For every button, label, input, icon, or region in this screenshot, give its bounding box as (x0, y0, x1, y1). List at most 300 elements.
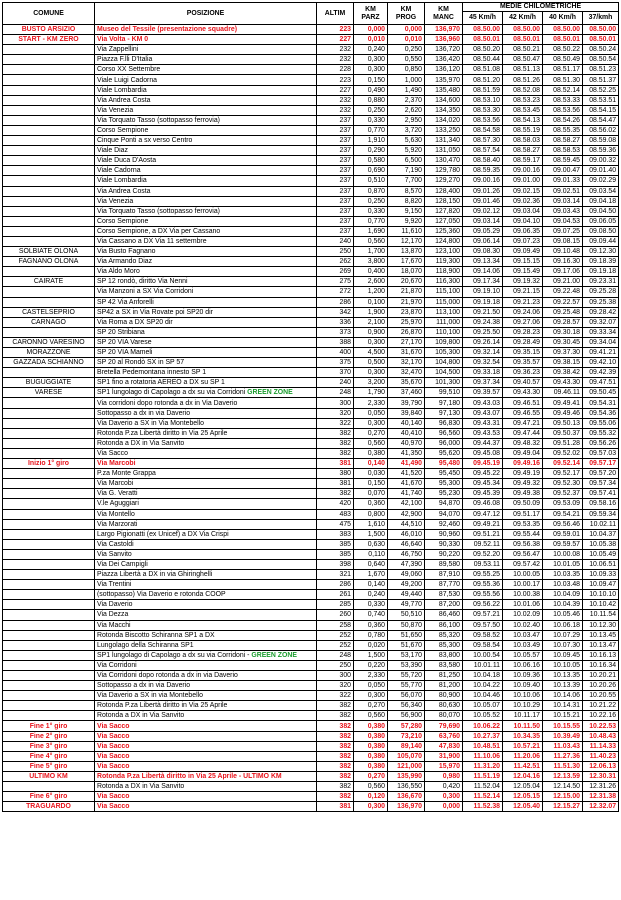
cell-km-parz (354, 792, 388, 802)
cell-km-parz (354, 479, 388, 489)
cell-time-45 (463, 549, 503, 559)
cell-time-40-text: 09.37.30 (553, 349, 580, 357)
cell-time-40-text: 08.53.33 (553, 96, 580, 104)
cell-time-45-text: 09.58.54 (473, 641, 500, 649)
cell-time-45-text: 08.53.30 (473, 106, 500, 114)
cell-time-45-text: 09.47.12 (473, 510, 500, 518)
cell-km-parz (354, 741, 388, 751)
cell-km-parz-text: 0,070 (367, 490, 385, 498)
cell-posizione-text: Corso Sempione (97, 126, 149, 134)
cell-altim (317, 146, 354, 156)
cell-time-40 (543, 479, 583, 489)
cell-altim (317, 317, 354, 327)
cell-km-parz-text: 0,300 (367, 692, 385, 700)
cell-time-42 (503, 125, 543, 135)
cell-posizione (95, 701, 317, 711)
cell-posizione-text: SP 42 Via Anforelli (97, 298, 154, 306)
cell-km-parz (354, 105, 388, 115)
cell-posizione (95, 247, 317, 257)
cell-altim (317, 297, 354, 307)
cell-time-37-text: 09.59.34 (589, 510, 617, 518)
table-row (3, 731, 619, 741)
table-row (3, 186, 619, 196)
cell-time-45 (463, 247, 503, 257)
cell-time-37 (583, 388, 619, 398)
cell-time-45 (463, 398, 503, 408)
cell-km-prog-text: 2,370 (404, 96, 422, 104)
cell-time-40 (543, 418, 583, 428)
cell-time-37 (583, 206, 619, 216)
cell-time-42-text: 09.02.15 (513, 187, 540, 195)
cell-km-manc (425, 771, 463, 781)
cell-time-40 (543, 650, 583, 660)
cell-time-37 (583, 307, 619, 317)
cell-time-37 (583, 438, 619, 448)
table-row (3, 287, 619, 297)
cell-km-manc (425, 671, 463, 681)
cell-comune-text: SOLBIATE OLONA (18, 248, 79, 256)
cell-km-prog (388, 438, 425, 448)
cell-time-40 (543, 25, 583, 35)
cell-time-42-text: 08.50.00 (513, 26, 540, 34)
cell-comune (3, 277, 95, 287)
cell-time-40 (543, 620, 583, 630)
cell-time-42-text: 08.52.08 (513, 86, 540, 94)
cell-time-45-text: 08.58.40 (473, 157, 500, 165)
header-km-prog: KM PROG (388, 3, 425, 25)
cell-km-parz-text: 0,140 (367, 460, 385, 468)
cell-km-manc-text: 0,000 (442, 803, 460, 811)
cell-km-parz (354, 499, 388, 509)
cell-altim (317, 782, 354, 792)
cell-km-prog (388, 428, 425, 438)
cell-km-parz-text: 0,580 (367, 157, 385, 165)
cell-time-37-text: 09.56.26 (589, 439, 617, 447)
cell-km-parz-text: 0,870 (367, 187, 385, 195)
cell-altim-text: 382 (339, 783, 351, 791)
cell-time-42 (503, 378, 543, 388)
cell-posizione (95, 792, 317, 802)
cell-posizione (95, 136, 317, 146)
cell-km-parz-text: 0,300 (367, 803, 385, 811)
cell-altim-text: 382 (339, 490, 351, 498)
cell-posizione-text: Viale Duca D'Aosta (97, 157, 157, 165)
cell-km-manc (425, 681, 463, 691)
cell-time-45-text: 09.02.12 (473, 207, 500, 215)
cell-km-prog (388, 408, 425, 418)
cell-km-parz (354, 277, 388, 287)
cell-time-40-text: 09.52.30 (553, 480, 580, 488)
table-row (3, 236, 619, 246)
cell-time-37-text: 08.51.23 (589, 66, 617, 74)
cell-time-37 (583, 721, 619, 731)
cell-time-42 (503, 751, 543, 761)
cell-comune (3, 428, 95, 438)
cell-km-parz (354, 570, 388, 580)
table-row (3, 751, 619, 761)
table-row (3, 671, 619, 681)
cell-posizione (95, 216, 317, 226)
cell-time-45 (463, 297, 503, 307)
cell-altim (317, 650, 354, 660)
cell-km-prog (388, 236, 425, 246)
cell-km-parz (354, 559, 388, 569)
cell-km-parz (354, 176, 388, 186)
table-row (3, 75, 619, 85)
cell-km-manc-text: 123,100 (435, 248, 460, 256)
cell-altim (317, 660, 354, 670)
cell-time-42 (503, 802, 543, 812)
cell-altim-text: 380 (339, 470, 351, 478)
cell-time-42-text: 09.56.47 (513, 550, 540, 558)
cell-altim (317, 802, 354, 812)
cell-km-prog (388, 792, 425, 802)
cell-km-manc (425, 660, 463, 670)
cell-km-parz-text: 0,050 (367, 409, 385, 417)
cell-altim (317, 186, 354, 196)
cell-time-42 (503, 408, 543, 418)
cell-km-parz (354, 55, 388, 65)
cell-time-40-text: 10.13.35 (553, 672, 580, 680)
cell-altim-text: 248 (339, 651, 351, 659)
cell-time-37 (583, 115, 619, 125)
cell-posizione (95, 35, 317, 45)
cell-km-parz (354, 327, 388, 337)
cell-time-37 (583, 802, 619, 812)
cell-km-manc (425, 448, 463, 458)
cell-time-37 (583, 731, 619, 741)
cell-posizione-text: Via Corridoni dopo rotonda a dx in via Daverio (97, 672, 238, 680)
cell-km-parz-text: 1,610 (367, 520, 385, 528)
cell-km-parz (354, 660, 388, 670)
cell-time-42-text: 08.59.17 (513, 157, 540, 165)
cell-km-parz-text: 0,270 (367, 429, 385, 437)
cell-km-prog (388, 731, 425, 741)
cell-km-prog (388, 650, 425, 660)
cell-km-parz (354, 731, 388, 741)
cell-time-37-text: 10.05.49 (589, 550, 617, 558)
cell-km-manc-text: 115,000 (435, 298, 460, 306)
cell-time-37-text: 09.03.54 (589, 187, 617, 195)
cell-altim (317, 701, 354, 711)
cell-km-parz (354, 489, 388, 499)
cell-comune (3, 459, 95, 469)
cell-km-prog (388, 479, 425, 489)
cell-time-40 (543, 196, 583, 206)
cell-time-37-text: 09.32.07 (589, 318, 617, 326)
cell-km-prog-text: 9,920 (404, 217, 422, 225)
cell-posizione (95, 559, 317, 569)
cell-km-parz-text: 0,900 (367, 328, 385, 336)
cell-km-manc-text: 96,560 (438, 429, 460, 437)
table-row (3, 529, 619, 539)
cell-altim-text: 382 (339, 439, 351, 447)
cell-posizione (95, 600, 317, 610)
cell-time-45-text: 09.46.08 (473, 500, 500, 508)
cell-time-45 (463, 95, 503, 105)
cell-posizione (95, 408, 317, 418)
cell-time-37-text: 08.56.02 (589, 126, 617, 134)
cell-altim (317, 206, 354, 216)
cell-km-manc-text: 90,960 (438, 530, 460, 538)
cell-altim-text: 381 (339, 480, 351, 488)
cell-km-parz-text: 1,670 (367, 571, 385, 579)
cell-time-40-text: 10.06.18 (553, 621, 580, 629)
table-row (3, 580, 619, 590)
cell-km-prog (388, 489, 425, 499)
cell-km-manc (425, 45, 463, 55)
cell-altim (317, 45, 354, 55)
cell-altim (317, 559, 354, 569)
cell-km-manc (425, 317, 463, 327)
cell-altim-text: 260 (339, 611, 351, 619)
table-row (3, 267, 619, 277)
cell-altim-text: 382 (339, 793, 351, 801)
cell-km-prog (388, 95, 425, 105)
cell-posizione (95, 378, 317, 388)
cell-km-prog (388, 559, 425, 569)
cell-posizione-text: Bretella Pedemontana innesto SP 1 (97, 369, 207, 377)
cell-altim-text: 227 (339, 86, 351, 94)
cell-time-45-text: 09.43.07 (473, 409, 500, 417)
cell-posizione-text: Viale Lombardia (97, 177, 147, 185)
cell-posizione (95, 640, 317, 650)
cell-posizione-text: Via Sacco (97, 742, 130, 750)
cell-km-parz-text: 1,690 (367, 227, 385, 235)
cell-time-45-text: 08.57.30 (473, 137, 500, 145)
cell-km-manc-text: 129,270 (435, 177, 460, 185)
cell-posizione-text: SP 20 VIA Mameli (97, 349, 153, 357)
cell-time-42 (503, 691, 543, 701)
cell-km-parz (354, 459, 388, 469)
cell-km-prog-text: 46,010 (400, 530, 422, 538)
cell-km-parz-text: 0,120 (367, 793, 385, 801)
cell-time-45 (463, 620, 503, 630)
cell-time-42 (503, 85, 543, 95)
cell-time-40-text: 09.46.11 (553, 389, 580, 397)
cell-km-parz (354, 75, 388, 85)
cell-time-40-text: 08.53.56 (553, 106, 580, 114)
cell-km-prog-text: 41,740 (400, 490, 422, 498)
cell-km-manc (425, 226, 463, 236)
cell-km-parz-text: 0,300 (367, 56, 385, 64)
cell-km-prog-text: 40,970 (400, 439, 422, 447)
cell-time-37-text: 09.34.04 (589, 338, 617, 346)
cell-time-42 (503, 206, 543, 216)
cell-time-45-text: 09.49.21 (473, 520, 500, 528)
cell-km-manc-text: 136,970 (435, 26, 460, 34)
cell-time-42 (503, 95, 543, 105)
cell-altim-text: 388 (339, 338, 351, 346)
cell-time-42-text: 10.03.49 (513, 641, 540, 649)
cell-km-parz-text: 0,150 (367, 76, 385, 84)
cell-km-parz-text: 0,380 (367, 752, 385, 760)
cell-time-45-text: 09.33.18 (473, 369, 500, 377)
cell-time-37-text: 09.04.18 (589, 197, 617, 205)
cell-time-45 (463, 267, 503, 277)
cell-km-prog-text: 56,340 (400, 702, 422, 710)
cell-km-parz-text: 0,770 (367, 217, 385, 225)
cell-km-manc-text: 87,200 (438, 601, 460, 609)
cell-altim (317, 398, 354, 408)
cell-posizione-text: Sottopasso a dx in via Daverio (97, 409, 191, 417)
cell-time-40-text: 10.15.21 (553, 712, 580, 720)
cell-time-37 (583, 479, 619, 489)
cell-time-42-text: 09.36.23 (513, 369, 540, 377)
cell-km-prog-text: 5,920 (404, 147, 422, 155)
cell-km-parz-text: 1,910 (367, 137, 385, 145)
cell-comune (3, 348, 95, 358)
cell-time-40 (543, 388, 583, 398)
cell-time-45 (463, 671, 503, 681)
cell-time-45 (463, 559, 503, 569)
cell-time-40-text: 12.14.50 (553, 783, 580, 791)
cell-km-prog-text: 26,870 (400, 328, 422, 336)
cell-time-45-text: 11.51.19 (473, 772, 500, 780)
cell-km-manc (425, 408, 463, 418)
cell-time-45-text: 09.56.22 (473, 601, 500, 609)
cell-time-42-text: 10.00.38 (513, 591, 540, 599)
cell-km-manc (425, 327, 463, 337)
cell-comune (3, 146, 95, 156)
cell-time-40 (543, 459, 583, 469)
cell-time-40 (543, 448, 583, 458)
cell-time-40-text: 09.30.18 (553, 328, 580, 336)
cell-altim-text: 250 (339, 248, 351, 256)
cell-time-45-text: 08.53.56 (473, 116, 500, 124)
cell-km-prog (388, 257, 425, 267)
cell-time-45 (463, 176, 503, 186)
cell-time-42 (503, 307, 543, 317)
cell-km-manc (425, 247, 463, 257)
cell-time-40 (543, 721, 583, 731)
cell-km-prog-text: 42,100 (400, 500, 422, 508)
cell-posizione (95, 105, 317, 115)
cell-time-42 (503, 368, 543, 378)
green-zone-label: GREEN ZONE (247, 389, 293, 397)
cell-posizione-text: V.le Aguggiari (97, 500, 139, 508)
cell-km-parz-text: 0,330 (367, 207, 385, 215)
cell-time-37-text: 09.28.42 (589, 308, 617, 316)
cell-time-37 (583, 711, 619, 721)
cell-altim (317, 620, 354, 630)
cell-km-parz-text: 0,780 (367, 631, 385, 639)
cell-time-37 (583, 529, 619, 539)
cell-time-42-text: 08.50.21 (513, 46, 540, 54)
cell-time-40-text: 10.10.05 (553, 661, 580, 669)
cell-time-45-text: 08.50.00 (473, 26, 500, 34)
cell-km-parz (354, 166, 388, 176)
cell-time-37-text: 10.20.55 (589, 692, 617, 700)
cell-km-manc (425, 428, 463, 438)
cell-posizione-text: Via Sacco (97, 449, 128, 457)
cell-km-manc-text: 131,340 (435, 137, 460, 145)
cell-time-42-text: 09.49.32 (513, 480, 540, 488)
cell-km-prog (388, 287, 425, 297)
cell-km-manc (425, 348, 463, 358)
cell-km-parz-text: 0,300 (367, 419, 385, 427)
cell-time-37 (583, 539, 619, 549)
cell-km-manc (425, 186, 463, 196)
cell-km-manc (425, 761, 463, 771)
cell-posizione-text: Via Sacco (97, 793, 130, 801)
cell-time-40 (543, 731, 583, 741)
cell-time-45-text: 09.57.50 (473, 621, 500, 629)
cell-altim-text: 342 (339, 308, 351, 316)
cell-altim-text: 382 (339, 772, 351, 780)
cell-time-37-text: 09.42.39 (589, 369, 617, 377)
cell-comune (3, 681, 95, 691)
cell-comune (3, 65, 95, 75)
cell-km-manc-text: 83,580 (438, 661, 460, 669)
cell-time-40 (543, 751, 583, 761)
cell-km-prog (388, 277, 425, 287)
cell-km-manc (425, 782, 463, 792)
cell-altim (317, 580, 354, 590)
cell-km-manc-text: 0,420 (442, 783, 460, 791)
cell-km-prog-text: 50,870 (400, 621, 422, 629)
cell-time-42 (503, 327, 543, 337)
cell-time-37-text: 09.57.41 (589, 490, 617, 498)
cell-comune (3, 671, 95, 681)
table-row (3, 156, 619, 166)
cell-posizione-text: Viale Cadorna (97, 167, 141, 175)
cell-comune-text: VARESE (34, 389, 63, 397)
cell-altim (317, 176, 354, 186)
cell-km-parz-text: 0,150 (367, 480, 385, 488)
cell-time-45 (463, 186, 503, 196)
cell-altim-text: 240 (339, 379, 351, 387)
cell-comune (3, 559, 95, 569)
cell-km-manc (425, 559, 463, 569)
cell-time-45 (463, 751, 503, 761)
cell-time-40 (543, 600, 583, 610)
cell-km-manc-text: 79,690 (438, 722, 460, 730)
cell-time-37 (583, 549, 619, 559)
cell-time-40 (543, 75, 583, 85)
cell-km-parz-text: 0,140 (367, 581, 385, 589)
cell-km-manc (425, 539, 463, 549)
cell-time-40 (543, 317, 583, 327)
cell-time-40 (543, 115, 583, 125)
cell-altim (317, 378, 354, 388)
cell-km-manc-text: 94,070 (438, 510, 460, 518)
cell-time-45-text: 10.05.07 (473, 702, 500, 710)
cell-altim (317, 469, 354, 479)
cell-km-prog (388, 186, 425, 196)
cell-time-45 (463, 428, 503, 438)
cell-km-prog-text: 42,900 (400, 510, 422, 518)
cell-time-42-text: 09.21.23 (513, 298, 540, 306)
cell-time-40 (543, 408, 583, 418)
cell-altim-text: 373 (339, 328, 351, 336)
cell-time-45-text: 09.14.06 (473, 268, 500, 276)
cell-time-37 (583, 75, 619, 85)
cell-posizione (95, 459, 317, 469)
cell-time-45-text: 11.52.38 (473, 803, 500, 811)
cell-km-manc (425, 176, 463, 186)
cell-time-37 (583, 65, 619, 75)
cell-time-37-text: 09.57.34 (589, 480, 617, 488)
table-row (3, 196, 619, 206)
cell-posizione (95, 297, 317, 307)
cell-time-45 (463, 55, 503, 65)
cell-km-manc-text: 97,130 (438, 409, 460, 417)
cell-time-40-text: 10.14.06 (553, 692, 580, 700)
table-row (3, 721, 619, 731)
cell-km-prog-text: 49,200 (400, 581, 422, 589)
cell-time-45 (463, 529, 503, 539)
